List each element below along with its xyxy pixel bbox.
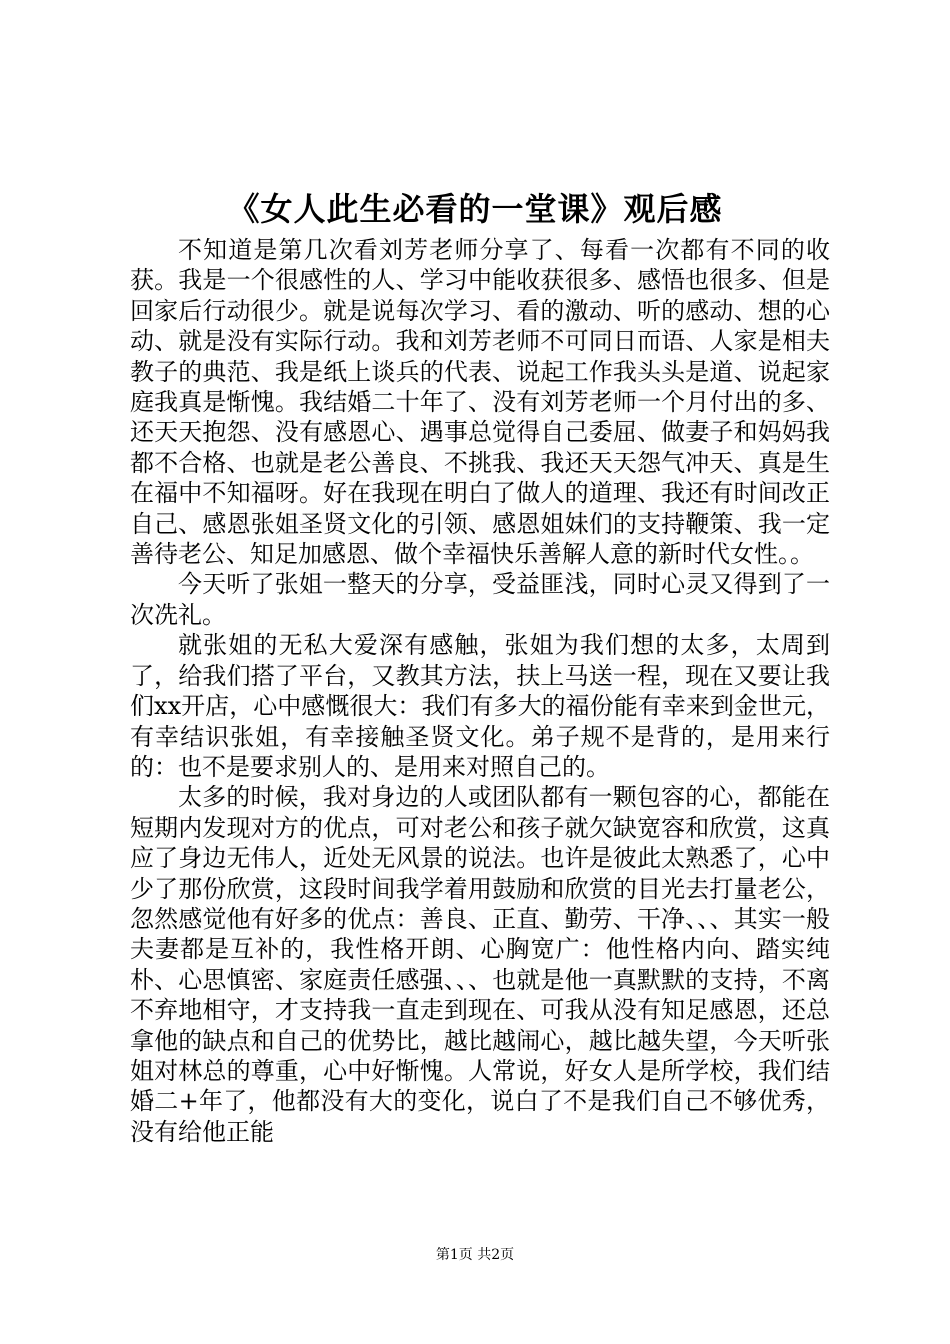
- paragraph-2: 今天听了张姐一整天的分享，受益匪浅，同时心灵又得到了一次冼礼。: [130, 570, 830, 629]
- page-number-footer: 第1页 共2页: [435, 1247, 515, 1263]
- paragraph-1: 不知道是第几次看刘芳老师分享了、每看一次都有不同的收获。我是一个很感性的人、学习中能收获很多、感悟也很多、但是回家后行动很少。就是说每次学习、看的激动、听的感动、想的心动、就是没有实际行动。我和刘芳老师不可同日而语、人家是相夫教子的典范、我是纸上谈兵的代表、说起工作我头头是道、说起家庭我真是惭愧。我结婚二十年了、没有刘芳老师一个月付出的多、还天天抱怨、没有感恩心、遇事总觉得自己委屈、做妻子和妈妈我都不合格、也就是老公善良、不挑我、我还天天怨气冲天、真是生在福中不知福呀。好在我现在明白了做人的道理、我还有时间改正自己、感恩张姐圣贤文化的引领、感恩姐妹们的支持鞭策、我一定善待老公、知足加感恩、做个幸福快乐善解人意的新时代女性。。: [130, 236, 830, 569]
- document-title: 《女人此生必看的一堂课》观后感: [227, 190, 723, 228]
- paragraph-3: 就张姐的无私大爱深有感触，张姐为我们想的太多，太周到了，给我们搭了平台，又教其方法，扶上马送一程，现在又要让我们xx开店，心中感慨很大：我们有多大的福份能有幸来到金世元，有幸结识张姐，有幸接触圣贤文化。弟子规不是背的，是用来行的：也不是要求别人的、是用来对照自己的。: [130, 631, 830, 781]
- paragraph-4: 太多的时候，我对身边的人或团队都有一颗包容的心，都能在短期内发现对方的优点，可对老公和孩子就欠缺宽容和欣赏，这真应了身边无伟人，近处无风景的说法。也许是彼此太熟悉了，心中少了那份欣赏，这段时间我学着用鼓励和欣赏的目光去打量老公，忽然感觉他有好多的优点：善良、正直、勤劳、干净、、、其实一般夫妻都是互补的，我性格开朗、心胸宽广：他性格内向、踏实纯朴、心思慎密、家庭责任感强、、、也就是他一真默默的支持，不离不弃地相守，才支持我一直走到现在、可我从没有知足感恩，还总拿他的缺点和自己的优势比，越比越闹心，越比越失望，今天听张姐对林总的尊重，心中好惭愧。人常说，好女人是所学校，我们结婚二+年了，他都没有大的变化，说白了不是我们自己不够优秀，没有给他正能: [130, 783, 830, 1146]
- document-body: [130, 235, 830, 1147]
